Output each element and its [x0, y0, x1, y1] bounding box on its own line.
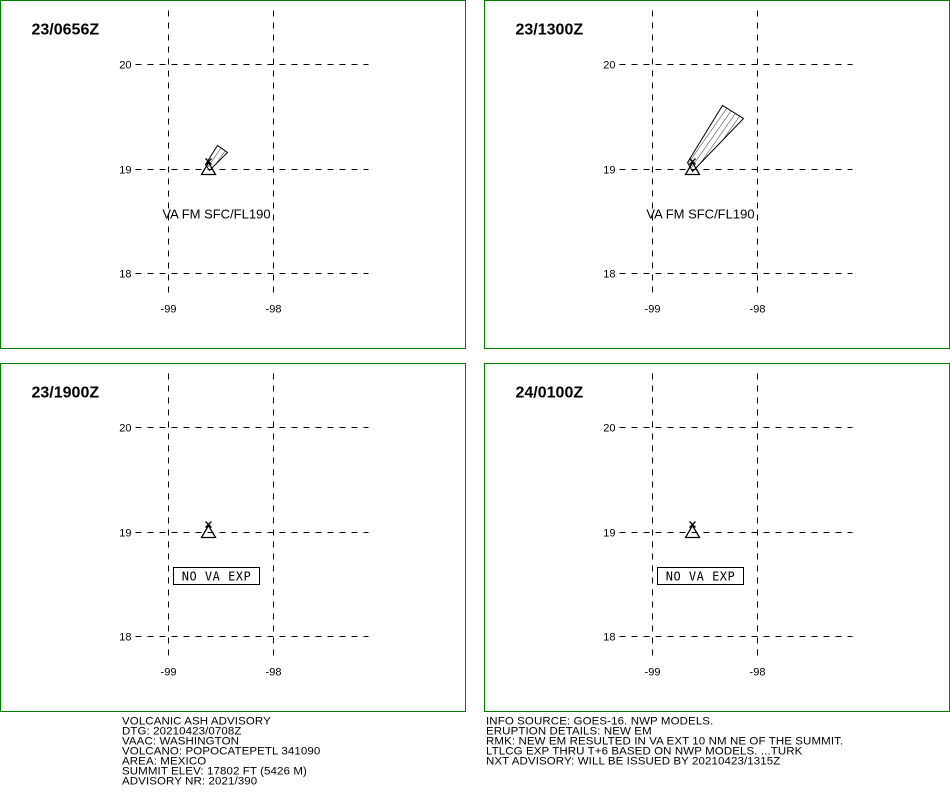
forecast-panel-3: [1, 364, 466, 712]
lat-label: 20: [603, 59, 616, 72]
advisory-line: LTLCG EXP THRU T+6 BASED ON NWP MODELS. ...TURK: [486, 746, 803, 758]
advisory-line: VAAC: WASHINGTON: [122, 736, 240, 748]
advisory-line: ADVISORY NR: 2021/390: [122, 776, 258, 788]
no-ash-expected-label: [658, 568, 744, 585]
advisory-line: AREA: MEXICO: [122, 756, 207, 768]
panel-border: [1, 1, 466, 349]
panel-time-title: 24/0100Z: [515, 384, 584, 402]
lon-label: -99: [644, 303, 661, 316]
lat-label: 19: [119, 164, 132, 177]
lon-label: -98: [749, 303, 766, 316]
ash-altitude-label: VA FM SFC/FL190: [646, 206, 755, 222]
lat-label: 20: [119, 422, 132, 435]
lat-label: 18: [119, 268, 132, 281]
advisory-line: INFO SOURCE: GOES-16. NWP MODELS.: [486, 716, 714, 728]
advisory-line: NXT ADVISORY: WILL BE ISSUED BY 20210423/1315Z: [486, 756, 781, 768]
lon-label: -98: [265, 303, 282, 316]
advisory-line: RMK: NEW EM RESULTED IN VA EXT 10 NM NE OF THE SUMMIT.: [486, 736, 844, 748]
panel-border: [485, 1, 950, 349]
lat-label: 19: [603, 527, 616, 540]
svg-text:NO VA EXP: NO VA EXP: [665, 569, 736, 584]
panel-border: [1, 364, 466, 712]
lon-label: -98: [749, 666, 766, 679]
lat-label: 18: [603, 268, 616, 281]
lon-label: -98: [265, 666, 282, 679]
no-ash-expected-label: [174, 568, 260, 585]
lat-label: 20: [603, 422, 616, 435]
advisory-line: ERUPTION DETAILS: NEW EM: [486, 726, 652, 738]
advisory-line: DTG: 20210423/0708Z: [122, 726, 242, 738]
lat-label: 18: [119, 631, 132, 644]
lat-label: 19: [603, 164, 616, 177]
advisory-details-right: [486, 717, 843, 767]
svg-text:NO VA EXP: NO VA EXP: [181, 569, 252, 584]
panel-time-title: 23/0656Z: [31, 21, 100, 39]
forecast-panel-4: [485, 364, 950, 712]
lat-label: 18: [603, 631, 616, 644]
panel-time-title: 23/1900Z: [31, 384, 100, 402]
forecast-panel-2: [485, 1, 950, 349]
panel-time-title: 23/1300Z: [515, 21, 584, 39]
panel-border: [485, 364, 950, 712]
advisory-line: VOLCANO: POPOCATEPETL 341090: [122, 746, 321, 758]
advisory-details-left: [122, 717, 320, 787]
ash-altitude-label: VA FM SFC/FL190: [162, 206, 271, 222]
lat-label: 20: [119, 59, 132, 72]
lon-label: -99: [160, 666, 177, 679]
lon-label: -99: [160, 303, 177, 316]
lat-label: 19: [119, 527, 132, 540]
advisory-line: SUMMIT ELEV: 17802 FT (5426 M): [122, 766, 307, 778]
advisory-line: VOLCANIC ASH ADVISORY: [122, 716, 271, 728]
lon-label: -99: [644, 666, 661, 679]
forecast-panel-1: [1, 1, 466, 349]
